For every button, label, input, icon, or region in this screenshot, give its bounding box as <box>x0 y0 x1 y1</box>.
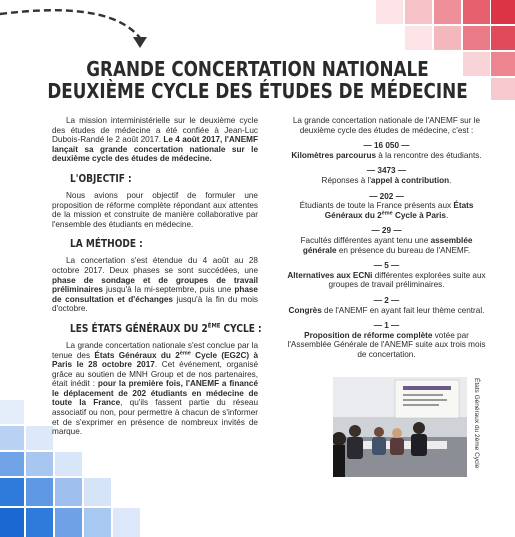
event-photo <box>333 377 467 477</box>
stat-text-responses: Réponses à l'appel à contribution. <box>321 175 452 185</box>
objectif-heading: L'OBJECTIF : <box>70 171 132 185</box>
page-title <box>41 58 474 102</box>
stat-number-faculties: — 29 — <box>371 226 402 236</box>
intro-paragraph: La mission interministérielle sur le deuxième cycle des études de médecine a été confiée à Jean-Luc Dubois-Randé le 2 août 2017. Le 4 août 2017, l'ANEMF lançait sa grande concertation nationale sur le deuxième cycle des études de médecine. <box>52 116 258 164</box>
left-column <box>52 116 262 443</box>
stat-text-km: Kilomètres parcourus à la rencontre des étudiants. <box>291 150 482 160</box>
stat-number-students: — 202 — <box>369 191 404 201</box>
stat-text-alternatives: Alternatives aux ECNi différentes explorées suite aux groupes de travail préliminaires. <box>287 270 486 290</box>
right-column <box>285 116 488 365</box>
stat-text-proposal: Proposition de réforme complète votée par l'Assemblée Générale de l'ANEMF suite aux trois mois de concertation. <box>287 330 486 359</box>
etats-heading: LES ÉTATS GÉNÉRAUX DU 2ÈME CYCLE : <box>70 321 262 335</box>
stat-number-responses: — 3473 — <box>366 166 407 176</box>
etats-paragraph: La grande concertation nationale s'est conclue par la tenue des États Généraux du 2ème Cycle (EG2C) à Paris le 28 octobre 2017. Cet événement, organisé grâce au soutien de MNH Group et de nos partenaires, était inédit : pour la première fois, l'ANEMF a financé le déplacement de 202 étudiants en médecine de toute la France, qu'ils fassent partie du réseau associatif ou non, pour permettre à chacun de s'informer et de s'exprimer en présence de nombreux invités de marque. <box>52 340 258 437</box>
right-intro: La grande concertation nationale de l'ANEMF sur le deuxième cycle des études de médecine, c'est : <box>292 116 481 135</box>
stat-number-alternatives: — 5 — <box>373 261 400 271</box>
title-line-1: GRANDE CONCERTATION NATIONALE <box>86 57 429 81</box>
stat-text-students: Étudiants de toute la France présents aux États Généraux du 2ème Cycle à Paris. <box>299 201 474 220</box>
methode-heading: LA MÉTHODE : <box>70 237 143 251</box>
methode-paragraph: La concertation s'est étendue du 4 août au 28 octobre 2017. Deux phases se sont succédées, une phase de sondage et de groupes de travail préliminaires jusqu'à la mi-septembre, puis une phase de consultation et d'échanges jusqu'à la fin du mois d'octobre. <box>52 256 258 314</box>
stat-text-faculties: Facultés différentes ayant tenu une assemblée générale en présence du bureau de l'ANEMF. <box>300 235 473 255</box>
stat-number-congress: — 2 — <box>373 295 400 305</box>
stat-number-proposal: — 1 — <box>373 321 400 331</box>
objectif-paragraph: Nous avions pour objectif de formuler une proposition de réforme complète répondant aux attentes de la mission et construite de manière collaborative par l'ensemble des étudiants en médecine. <box>52 190 258 229</box>
stat-text-congress: Congrès de l'ANEMF en ayant fait leur thème central. <box>288 305 485 315</box>
stat-number-km: — 16 050 — <box>363 141 410 151</box>
title-line-2: DEUXIÈME CYCLE DES ÉTUDES DE MÉDECINE <box>47 79 468 103</box>
photo-caption: États Généraux du 2ème Cycle <box>473 378 480 469</box>
